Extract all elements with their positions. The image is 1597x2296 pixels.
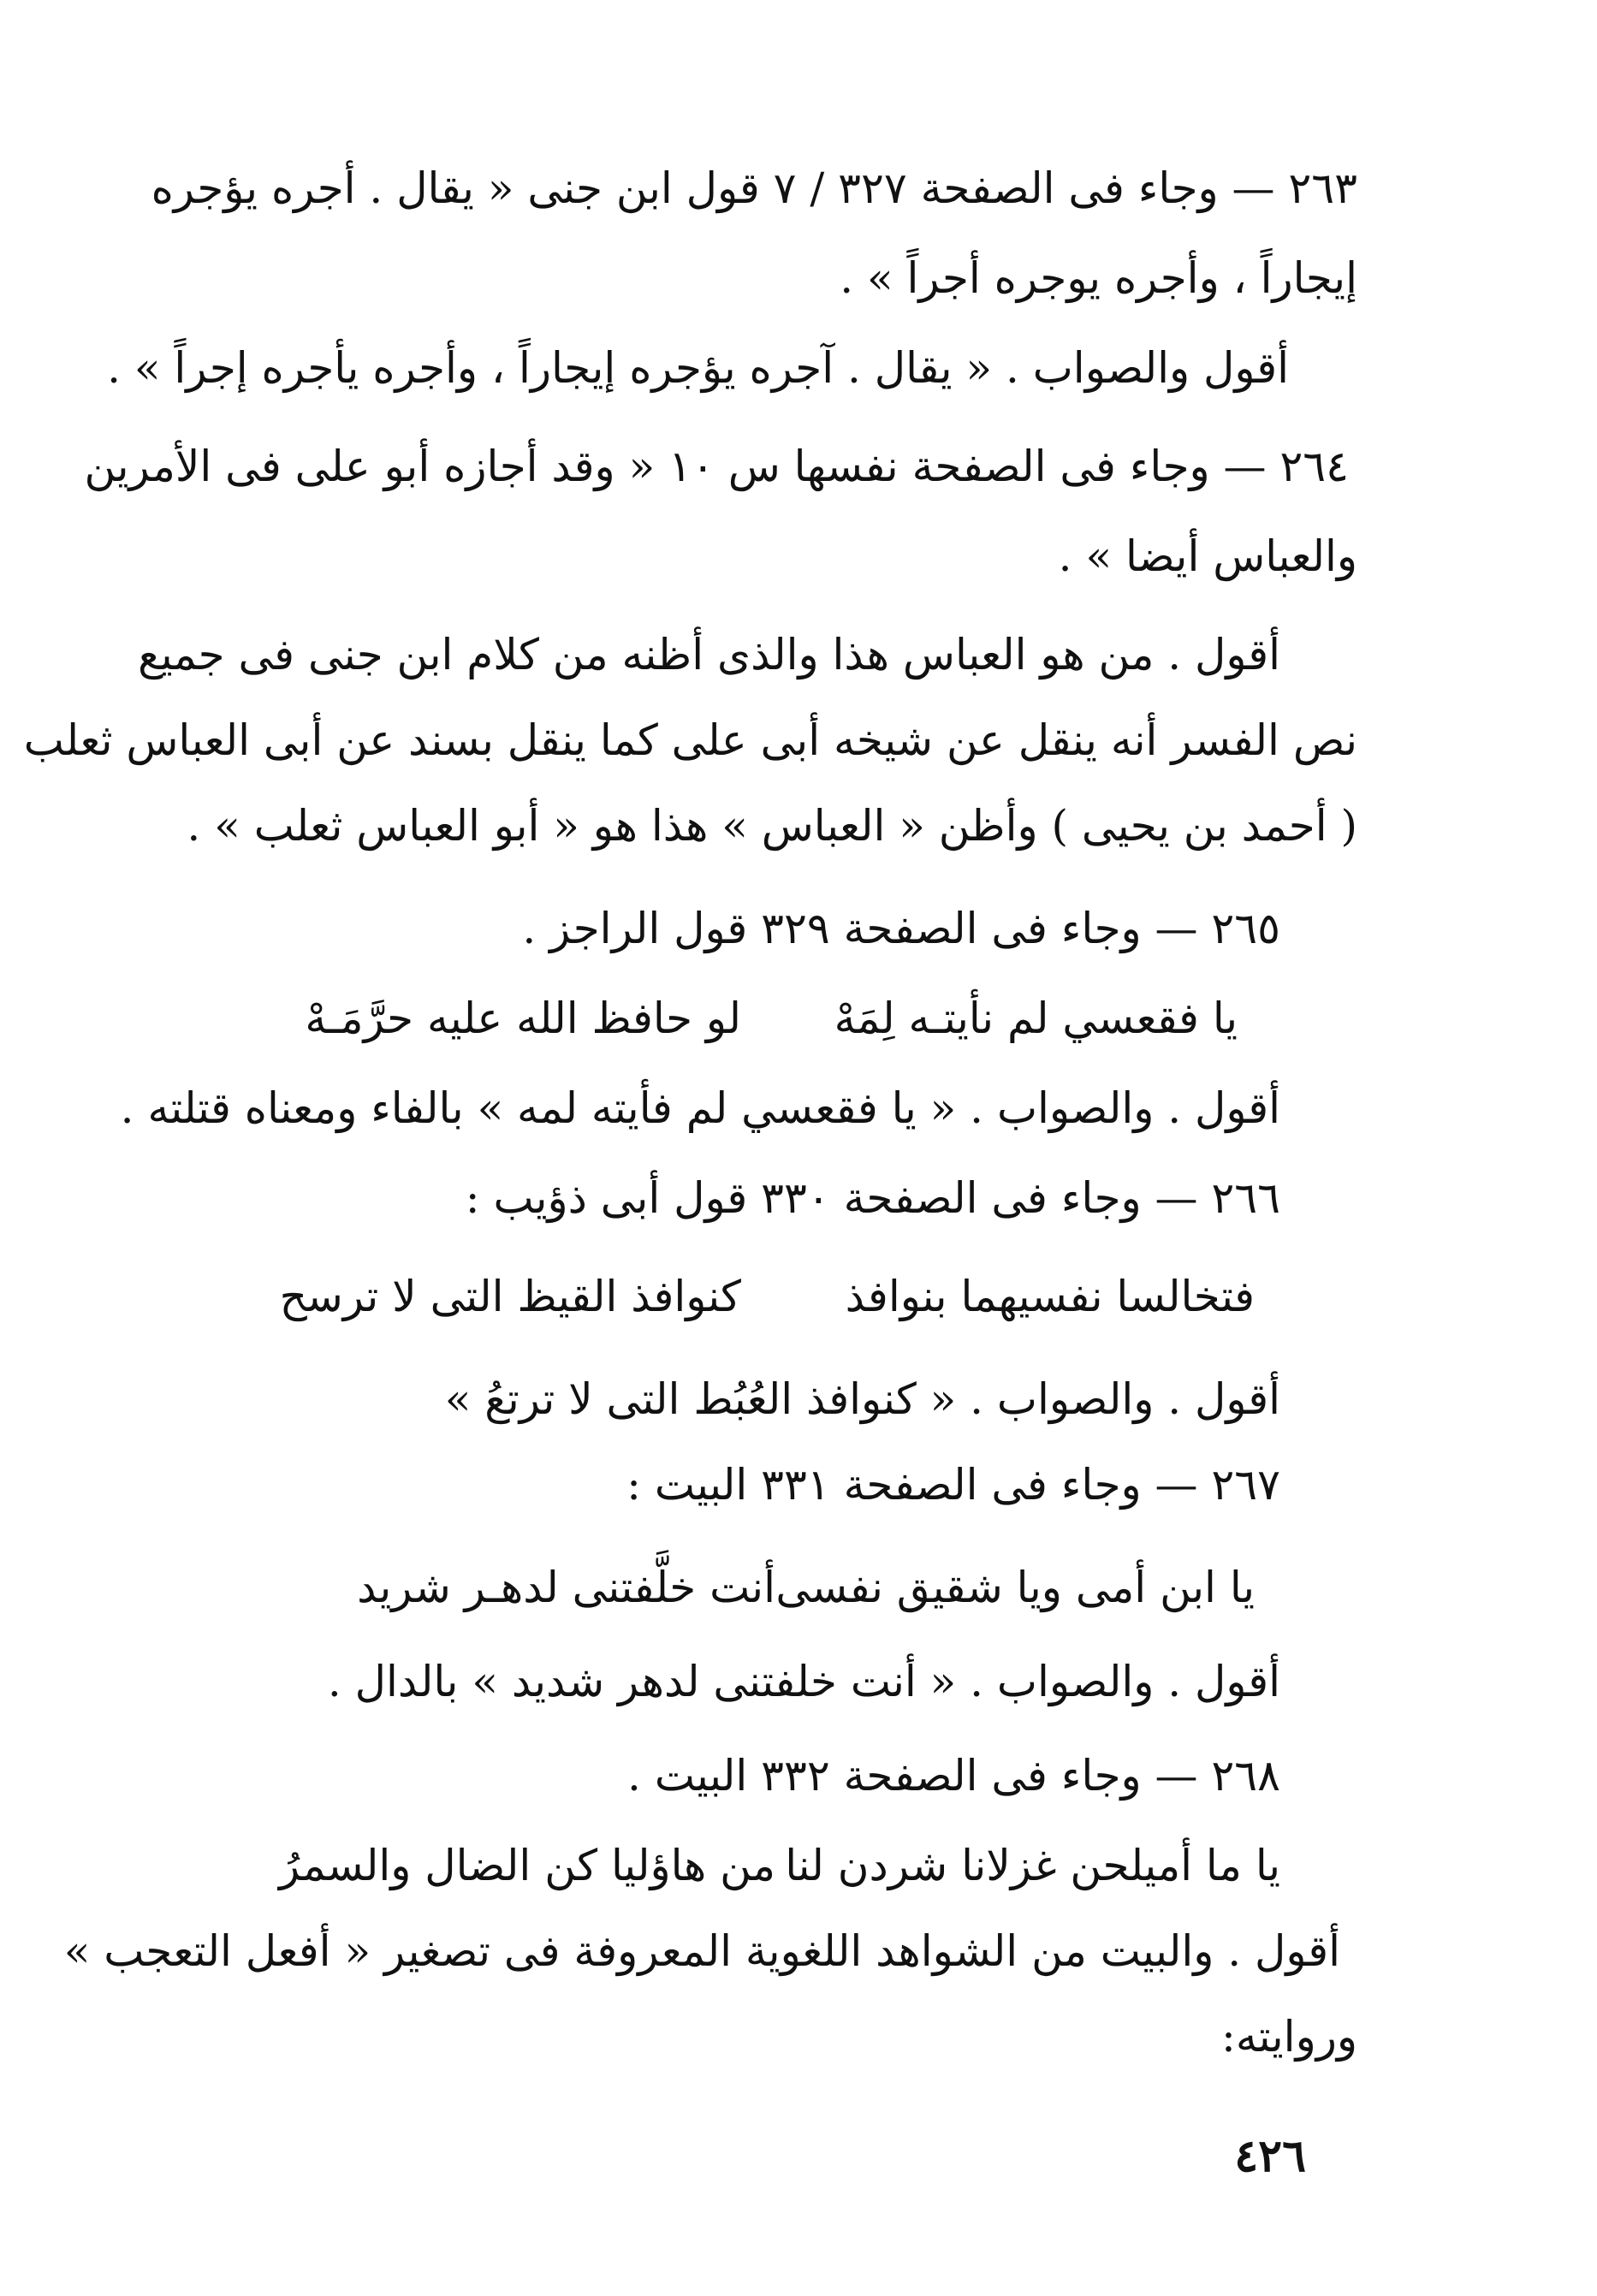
verse-268-second-hemistich: من هاؤليا كن الضال والسمرُ	[278, 1841, 775, 1890]
verse-266-second-hemistich: كنوافذ القيظ التى لا ترسح	[279, 1272, 741, 1321]
entry-265-heading: ٢٦٥ — وجاء فى الصفحة ٣٢٩ قول الراجز .	[522, 904, 1280, 953]
entry-266-heading: ٢٦٦ — وجاء فى الصفحة ٣٣٠ قول أبى ذؤيب :	[465, 1173, 1280, 1223]
entry-267-correction: أقول . والصواب . « أنت خلفتنى لدهر شديد » بالدال .	[327, 1657, 1280, 1706]
entry-263-line-1: ٢٦٣ — وجاء فى الصفحة ٣٢٧ / ٧ قول ابن جنى « يقال . أجره يؤجره	[151, 163, 1357, 213]
entry-264-comment-line-3: ( أحمد بن يحيى ) وأظن « العباس » هذا هو « أبو العباس ثعلب » .	[187, 801, 1357, 851]
entry-266-correction: أقول . والصواب . « كنوافذ العُبُط التى لا ترتعُ »	[444, 1374, 1280, 1424]
verse-265-first-hemistich: يا فقعسي لم نأيتـه لِمَهْ	[834, 994, 1238, 1043]
entry-263-line-2: إيجاراً ، وأجره يوجره أجراً » .	[840, 253, 1357, 303]
entry-268-heading: ٢٦٨ — وجاء فى الصفحة ٣٣٢ البيت .	[627, 1751, 1280, 1801]
entry-267-heading: ٢٦٧ — وجاء فى الصفحة ٣٣١ البيت :	[626, 1460, 1280, 1510]
verse-265-second-hemistich: لو حافظ الله عليه حرَّمَـهْ	[305, 994, 741, 1043]
entry-263-correction: أقول والصواب . « يقال . آجره يؤجره إيجاراً ، وأجره يأجره إجراً » .	[107, 343, 1289, 393]
entry-264-comment-line-2: نص الفسر أنه ينقل عن شيخه أبى على كما ينقل بسند عن أبى العباس ثعلب	[23, 715, 1357, 765]
verse-267-second-hemistich: أنت خلَّفتنى لدهـر شريد	[357, 1563, 775, 1612]
entry-264-line-1: ٢٦٤ — وجاء فى الصفحة نفسها س ١٠ « وقد أجازه أبو على فى الأمرين	[84, 442, 1349, 491]
verse-267-first-hemistich: يا ابن أمى ويا شقيق نفسى	[775, 1563, 1255, 1612]
verse-266-first-hemistich: فتخالسا نفسيهما بنوافذ	[845, 1272, 1255, 1321]
entry-268-comment-line-2: وروايته:	[1221, 2012, 1357, 2062]
entry-264-comment-line-1: أقول . من هو العباس هذا والذى أظنه من كلام ابن جنى فى جميع	[138, 630, 1280, 679]
entry-268-comment-line-1: أقول . والبيت من الشواهد اللغوية المعروفة فى تصغير « أفعل التعجب »	[63, 1926, 1340, 1976]
page-number: ٤٢٦	[1234, 2130, 1306, 2182]
entry-265-correction: أقول . والصواب . « يا فقعسي لم فأيته لمه » بالفاء ومعناه قتلته .	[120, 1083, 1280, 1133]
entry-264-line-2: والعباس أيضا » .	[1058, 531, 1357, 581]
verse-268-first-hemistich: يا ما أميلحن غزلانا شردن لنا	[785, 1841, 1280, 1890]
